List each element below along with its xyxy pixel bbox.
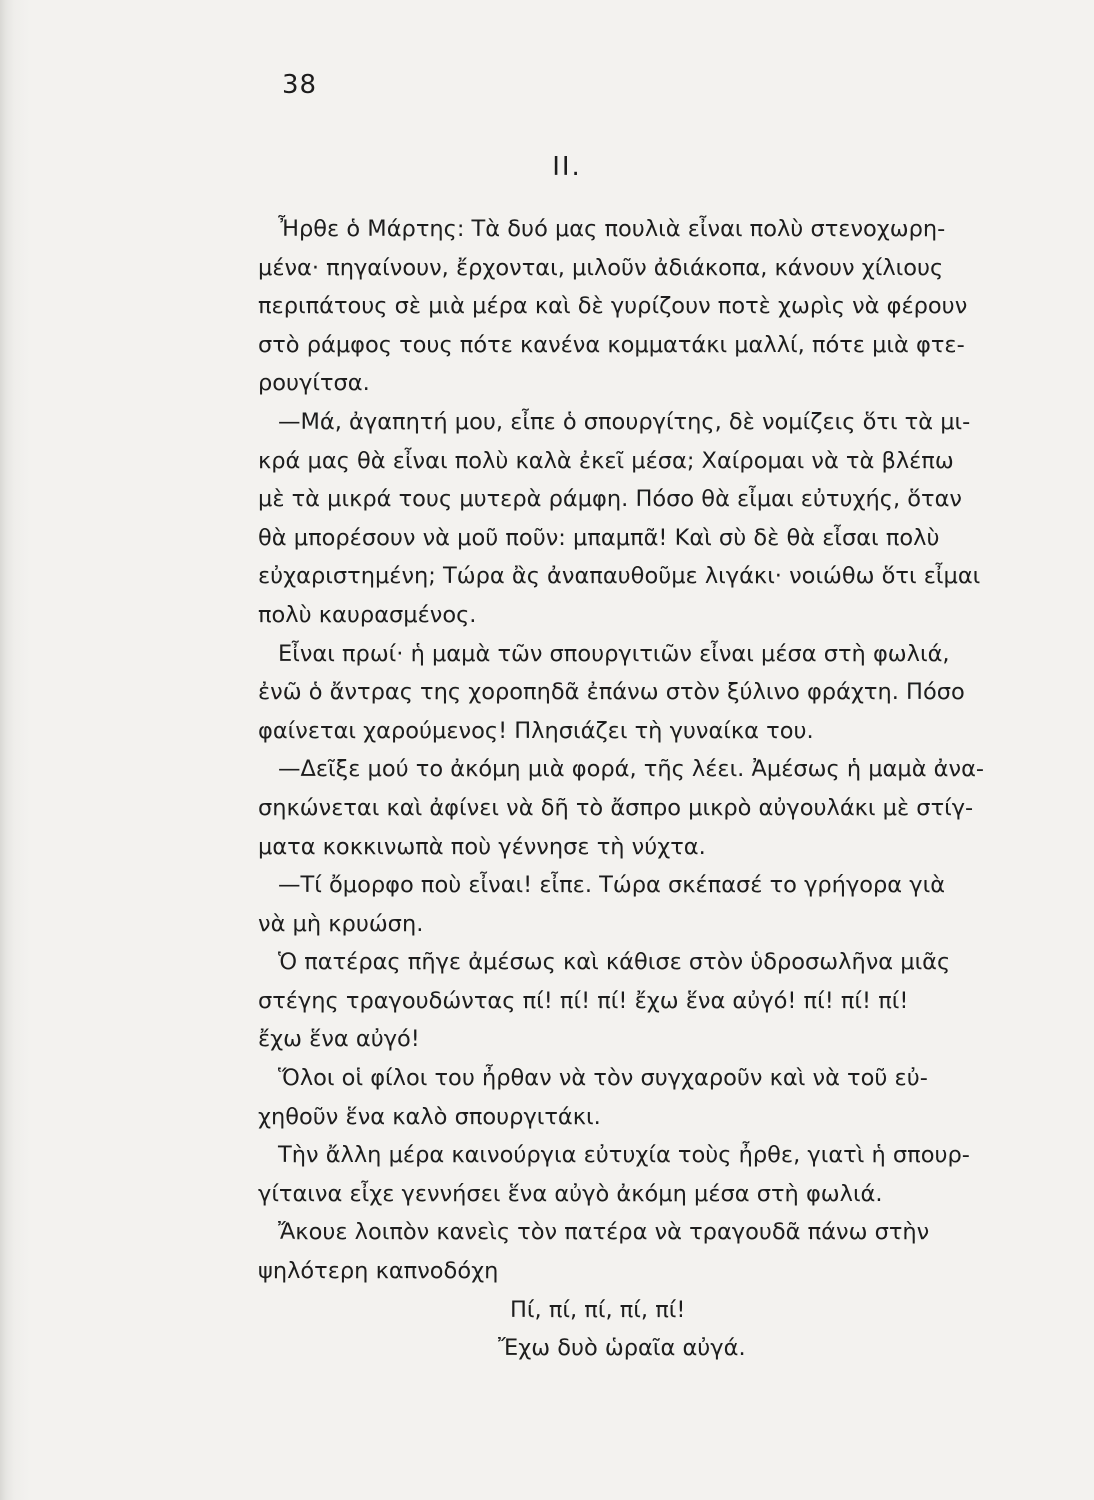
verse-line: Πί, πί, πί, πί, πί! [510, 1296, 686, 1323]
verse-line: Ἔχω δυὸ ὡραῖα αὐγά. [498, 1335, 746, 1362]
paragraph: Τὴν ἄλλη μέρα καινούργια εὐτυχία τοὺς ἦρθε, γιατὶ ἡ σπουρ- γίταινα εἶχε γεννήσει ἕνα αὐγὸ ἀκόμη μέσα στὴ φωλιά. [258, 1142, 970, 1207]
paragraph: —Τί ὄμορφο ποὺ εἶναι! εἶπε. Τώρα σκέπασέ το γρήγορα γιὰ νὰ μὴ κρυώση. [258, 872, 946, 937]
page-number: 38 [282, 70, 318, 100]
paragraph: Ὁ πατέρας πῆγε ἀμέσως καὶ κάθισε στὸν ὑδροσωλῆνα μιᾶς στέγης τραγουδώντας πί! πί! πί! ἔχω ἕνα αὐγό! πί! πί! πί! ἔχω ἕνα αὐγό! [258, 949, 951, 1053]
paragraph: Εἶναι πρωί· ἡ μαμὰ τῶν σπουργιτιῶν εἶναι μέσα στὴ φωλιά, ἐνῶ ὁ ἄντρας της χοροπηδᾶ ἐπάνω στὸν ξύλινο φράχτη. Πόσο φαίνεται χαρούμενος! Πλησιάζει τὴ γυναίκα του. [258, 640, 965, 744]
page-binding-edge [0, 0, 30, 1500]
paragraph: Ὅλοι οἱ φίλοι του ἦρθαν νὰ τὸν συγχαροῦν καὶ νὰ τοῦ εὐ- χηθοῦν ἕνα καλὸ σπουργιτάκι. [258, 1065, 928, 1130]
paragraph: —Δεῖξε μού το ἀκόμη μιὰ φορά, τῆς λέει. Ἀμέσως ἡ μαμὰ ἀνα- σηκώνεται καὶ ἀφίνει νὰ δῆ τὸ ἄσπρο μικρὸ αὐγουλάκι μὲ στίγ- ματα κοκκινωπὰ ποὺ γέννησε τὴ νύχτα. [258, 756, 985, 860]
paragraph: Ἦρθε ὁ Μάρτης: Τὰ δυό μας πουλιὰ εἶναι πολὺ στενοχωρη- μένα· πηγαίνουν, ἔρχονται, μιλοῦν ἀδιάκοπα, κάνουν χίλιους περιπάτους σὲ μιὰ μέρα καὶ δὲ γυρίζουν ποτὲ χωρὶς νὰ φέρουν στὸ ράμφος τους πότε κανένα κομματάκι μαλλί, πότε μιὰ φτε- ρουγίτσα. [258, 216, 968, 397]
body-text [258, 210, 1084, 1368]
paragraph: Ἄκουε λοιπὸν κανεὶς τὸν πατέρα νὰ τραγουδᾶ πάνω στὴν ψηλότερη καπνοδόχη [258, 1219, 930, 1285]
chapter-heading: ΙΙ. [552, 152, 582, 182]
paragraph: —Μά, ἀγαπητή μου, εἶπε ὁ σπουργίτης, δὲ νομίζεις ὅτι τὰ μι- κρά μας θὰ εἶναι πολὺ καλὰ ἐκεῖ μέσα; Χαίρομαι νὰ τὰ βλέπω μὲ τὰ μικρά τους μυτερὰ ράμφη. Πόσο θὰ εἶμαι εὐτυχής, ὅταν θὰ μπορέσουν νὰ μοῦ ποῦν: μπαμπᾶ! Καὶ σὺ δὲ θὰ εἶσαι πολὺ εὐχαριστημένη; Τώρα ἂς ἀναπαυθοῦμε λιγάκι· νοιώθω ὅτι εἶμαι πολὺ καυρασμένος. [258, 408, 981, 628]
